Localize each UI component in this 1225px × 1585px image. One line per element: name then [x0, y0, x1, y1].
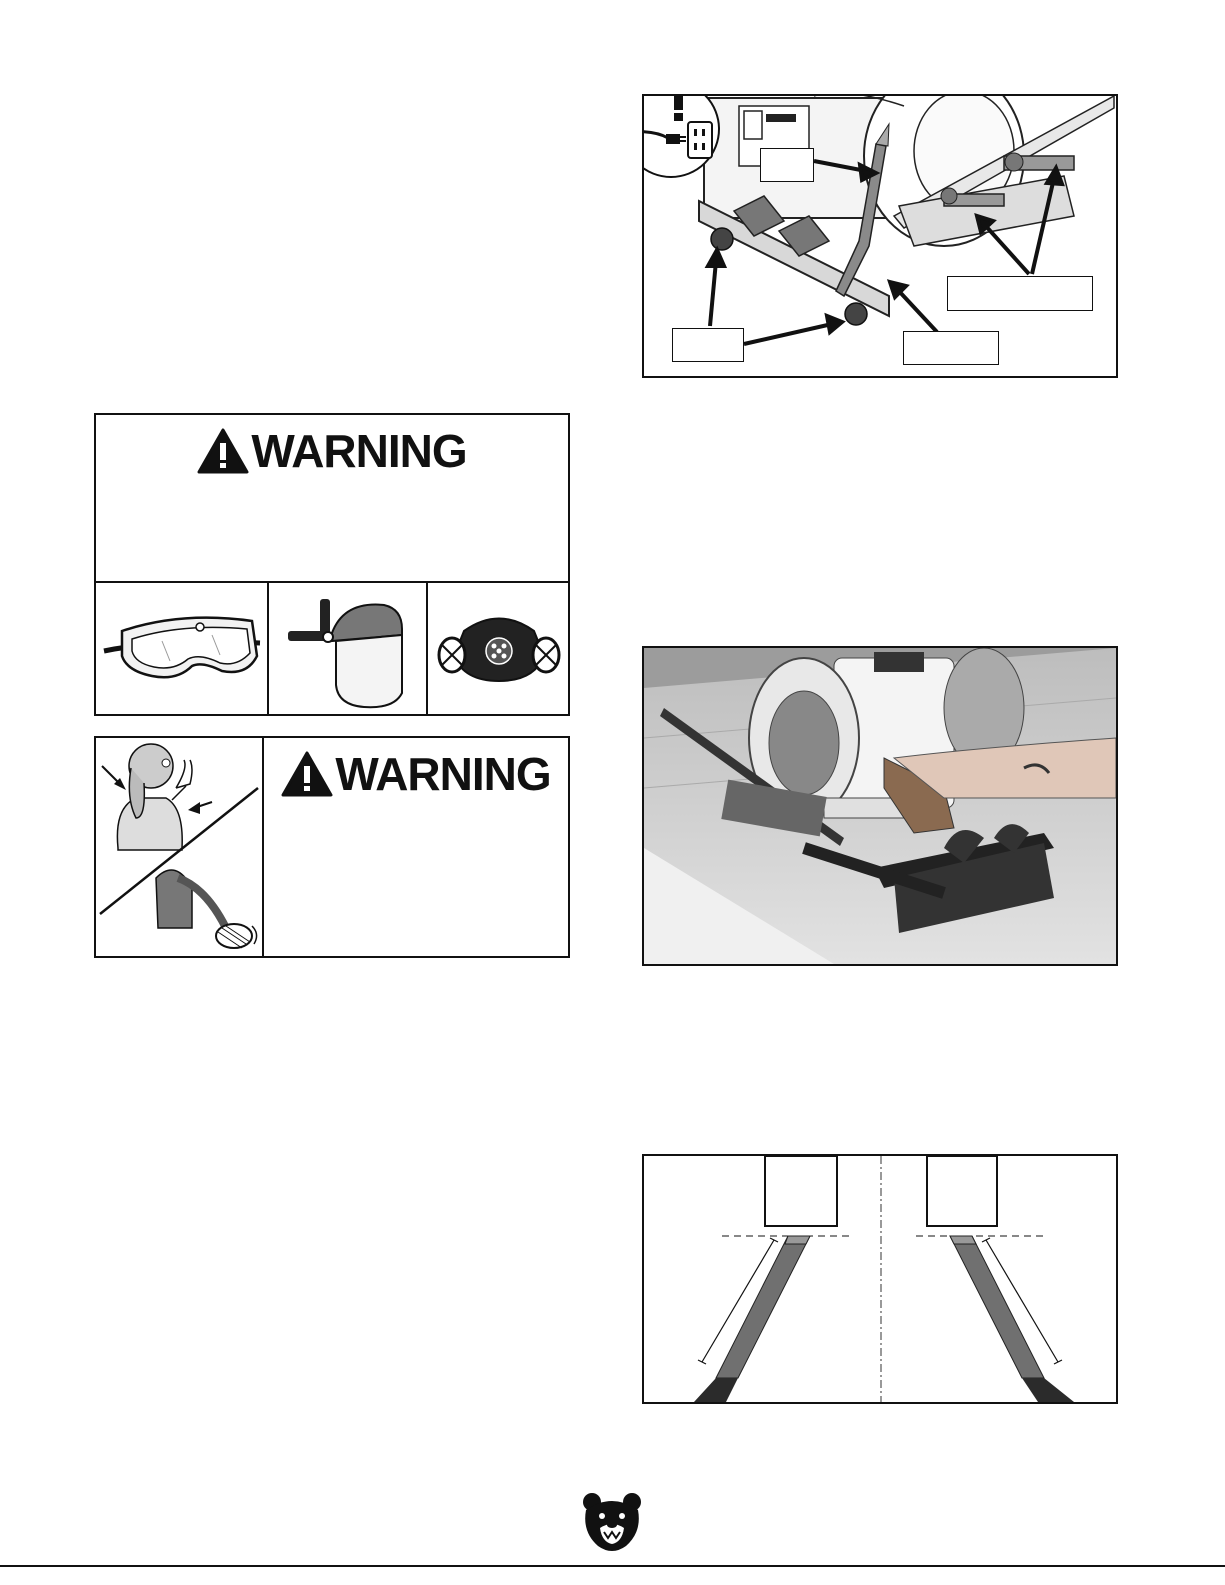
figure-bevel-diagram [642, 1154, 1118, 1404]
warning-triangle-icon [197, 428, 249, 474]
warning-title-text: WARNING [251, 425, 467, 477]
page-bottom-rule [0, 1565, 1225, 1567]
entanglement-illustration [96, 738, 262, 956]
warning-heading-2 [264, 748, 568, 800]
face-shield-icon [284, 593, 414, 711]
callout-label-stop [903, 331, 999, 365]
warning-title-text-2: WARNING [335, 748, 551, 800]
ppe-divider-v1 [267, 581, 269, 714]
warning-box-entanglement [94, 736, 570, 958]
figure-grinding-photo [642, 646, 1118, 966]
respirator-icon [434, 611, 564, 691]
figure-tool-rest-setup [642, 94, 1118, 378]
grinding-photo-illustration [644, 648, 1116, 964]
grinding-wheel-left [765, 1156, 837, 1226]
callout-label-gouge [760, 148, 814, 182]
grizzly-bear-logo [582, 1492, 642, 1554]
safety-goggles-icon [102, 601, 262, 701]
warning-heading [96, 425, 568, 477]
warning-box-ppe [94, 413, 570, 716]
ppe-divider-v2 [426, 581, 428, 714]
unplug-warning-icon [642, 94, 720, 178]
bevel-angle-diagram [644, 1156, 1116, 1402]
warning-triangle-icon [281, 751, 333, 797]
callout-label-knobs [672, 328, 744, 362]
grinding-wheel-right [927, 1156, 997, 1226]
ppe-divider [96, 581, 568, 583]
callout-label-clamps [947, 276, 1093, 311]
